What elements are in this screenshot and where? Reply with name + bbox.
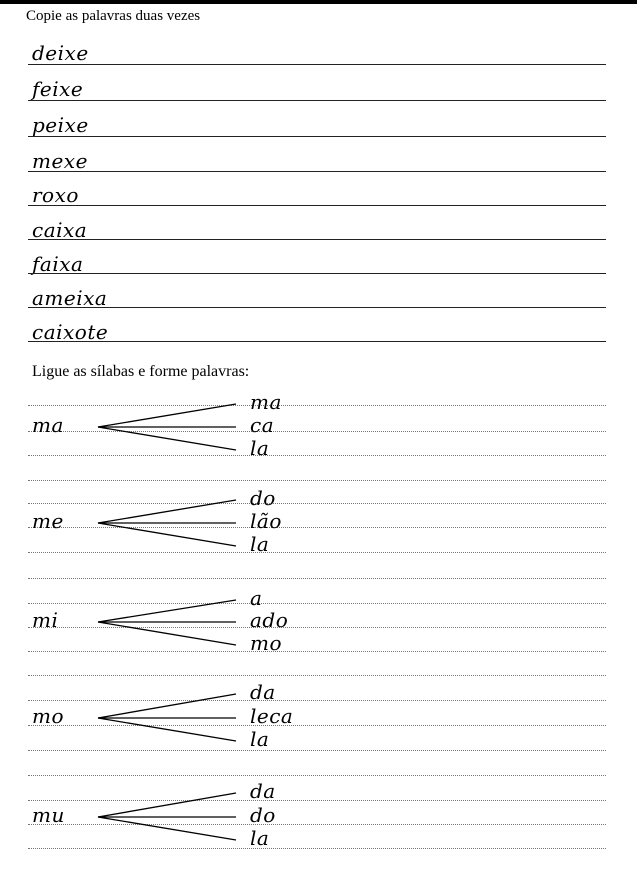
copy-word: caixote [32,320,109,344]
copy-word: ameixa [32,286,108,310]
syllable-start: me [32,509,64,533]
copy-word: mexe [32,149,88,173]
syllable-ending: ma [250,390,282,414]
connector-line [98,404,236,427]
syllable-ending: ca [250,413,275,437]
syllable-ending: la [250,826,270,850]
copy-word: feixe [32,77,84,101]
connector-line [98,793,236,817]
copy-word: peixe [32,113,89,137]
syllable-ending: la [250,436,270,460]
copy-instruction: Copie as palavras duas vezes [26,8,201,24]
syllable-ending: do [250,486,276,510]
syllable-ending: a [250,586,263,610]
syllable-ending: da [250,779,276,803]
connector-line [98,817,236,840]
connector-line [98,622,236,645]
connector-line [98,600,236,622]
syllable-ending: da [250,680,276,704]
syllable-ending: ado [250,608,289,632]
syllable-start: mi [32,608,59,632]
connector-line [98,523,236,546]
copy-word: roxo [32,183,79,207]
connector-line [98,718,236,741]
connector-line [98,427,236,450]
syllable-ending: la [250,532,270,556]
link-instruction: Ligue as sílabas e forme palavras: [32,363,250,380]
syllable-ending: leca [250,704,294,728]
syllable-start: mo [32,704,65,728]
syllable-ending: lão [250,509,282,533]
copy-word: faixa [32,252,84,276]
connector-line [98,500,236,523]
syllable-ending: mo [250,631,283,655]
syllable-ending: la [250,727,270,751]
copy-word: deixe [32,41,89,65]
connector-line [98,694,236,718]
syllable-ending: do [250,803,276,827]
syllable-start: mu [32,803,65,827]
syllable-start: ma [32,413,64,437]
copy-word: caixa [32,218,88,242]
